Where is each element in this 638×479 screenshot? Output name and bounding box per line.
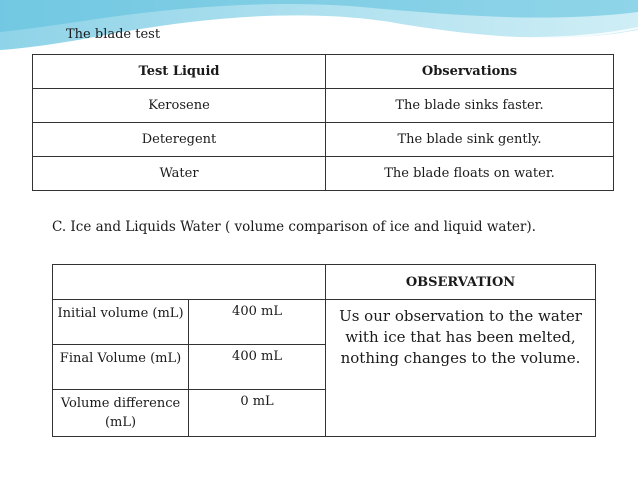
page-title: The blade test <box>66 27 161 42</box>
cell-liquid: Kerosene <box>33 89 326 123</box>
section-c-heading: C. Ice and Liquids Water ( volume comparison of ice and liquid water). <box>52 219 536 235</box>
table-row <box>33 89 614 123</box>
table-row <box>33 157 614 191</box>
cell-measure-value: 400 mL <box>189 345 326 390</box>
blade-test-table <box>32 54 614 191</box>
cell-measure-value: 0 mL <box>189 390 326 437</box>
cell-measure-value: 400 mL <box>189 300 326 345</box>
cell-measure-label: Final Volume (mL) <box>53 345 189 390</box>
cell-liquid: Deteregent <box>33 123 326 157</box>
column-header-observation: OBSERVATION <box>326 265 596 300</box>
cell-observation: The blade floats on water. <box>326 157 614 191</box>
observation-text: Us our observation to the water with ice that has been melted, nothing changes to the volume. <box>326 300 596 437</box>
cell-measure-label: Initial volume (mL) <box>53 300 189 345</box>
cell-liquid: Water <box>33 157 326 191</box>
table-row <box>33 123 614 157</box>
empty-header-cell <box>53 265 326 300</box>
column-header-observations: Observations <box>326 55 614 89</box>
ice-water-table <box>52 264 596 437</box>
table-row <box>53 300 596 345</box>
cell-observation: The blade sinks faster. <box>326 89 614 123</box>
cell-observation: The blade sink gently. <box>326 123 614 157</box>
column-header-test-liquid: Test Liquid <box>33 55 326 89</box>
table-header-row <box>53 265 596 300</box>
table-header-row <box>33 55 614 89</box>
cell-measure-label: Volume difference (mL) <box>53 390 189 437</box>
